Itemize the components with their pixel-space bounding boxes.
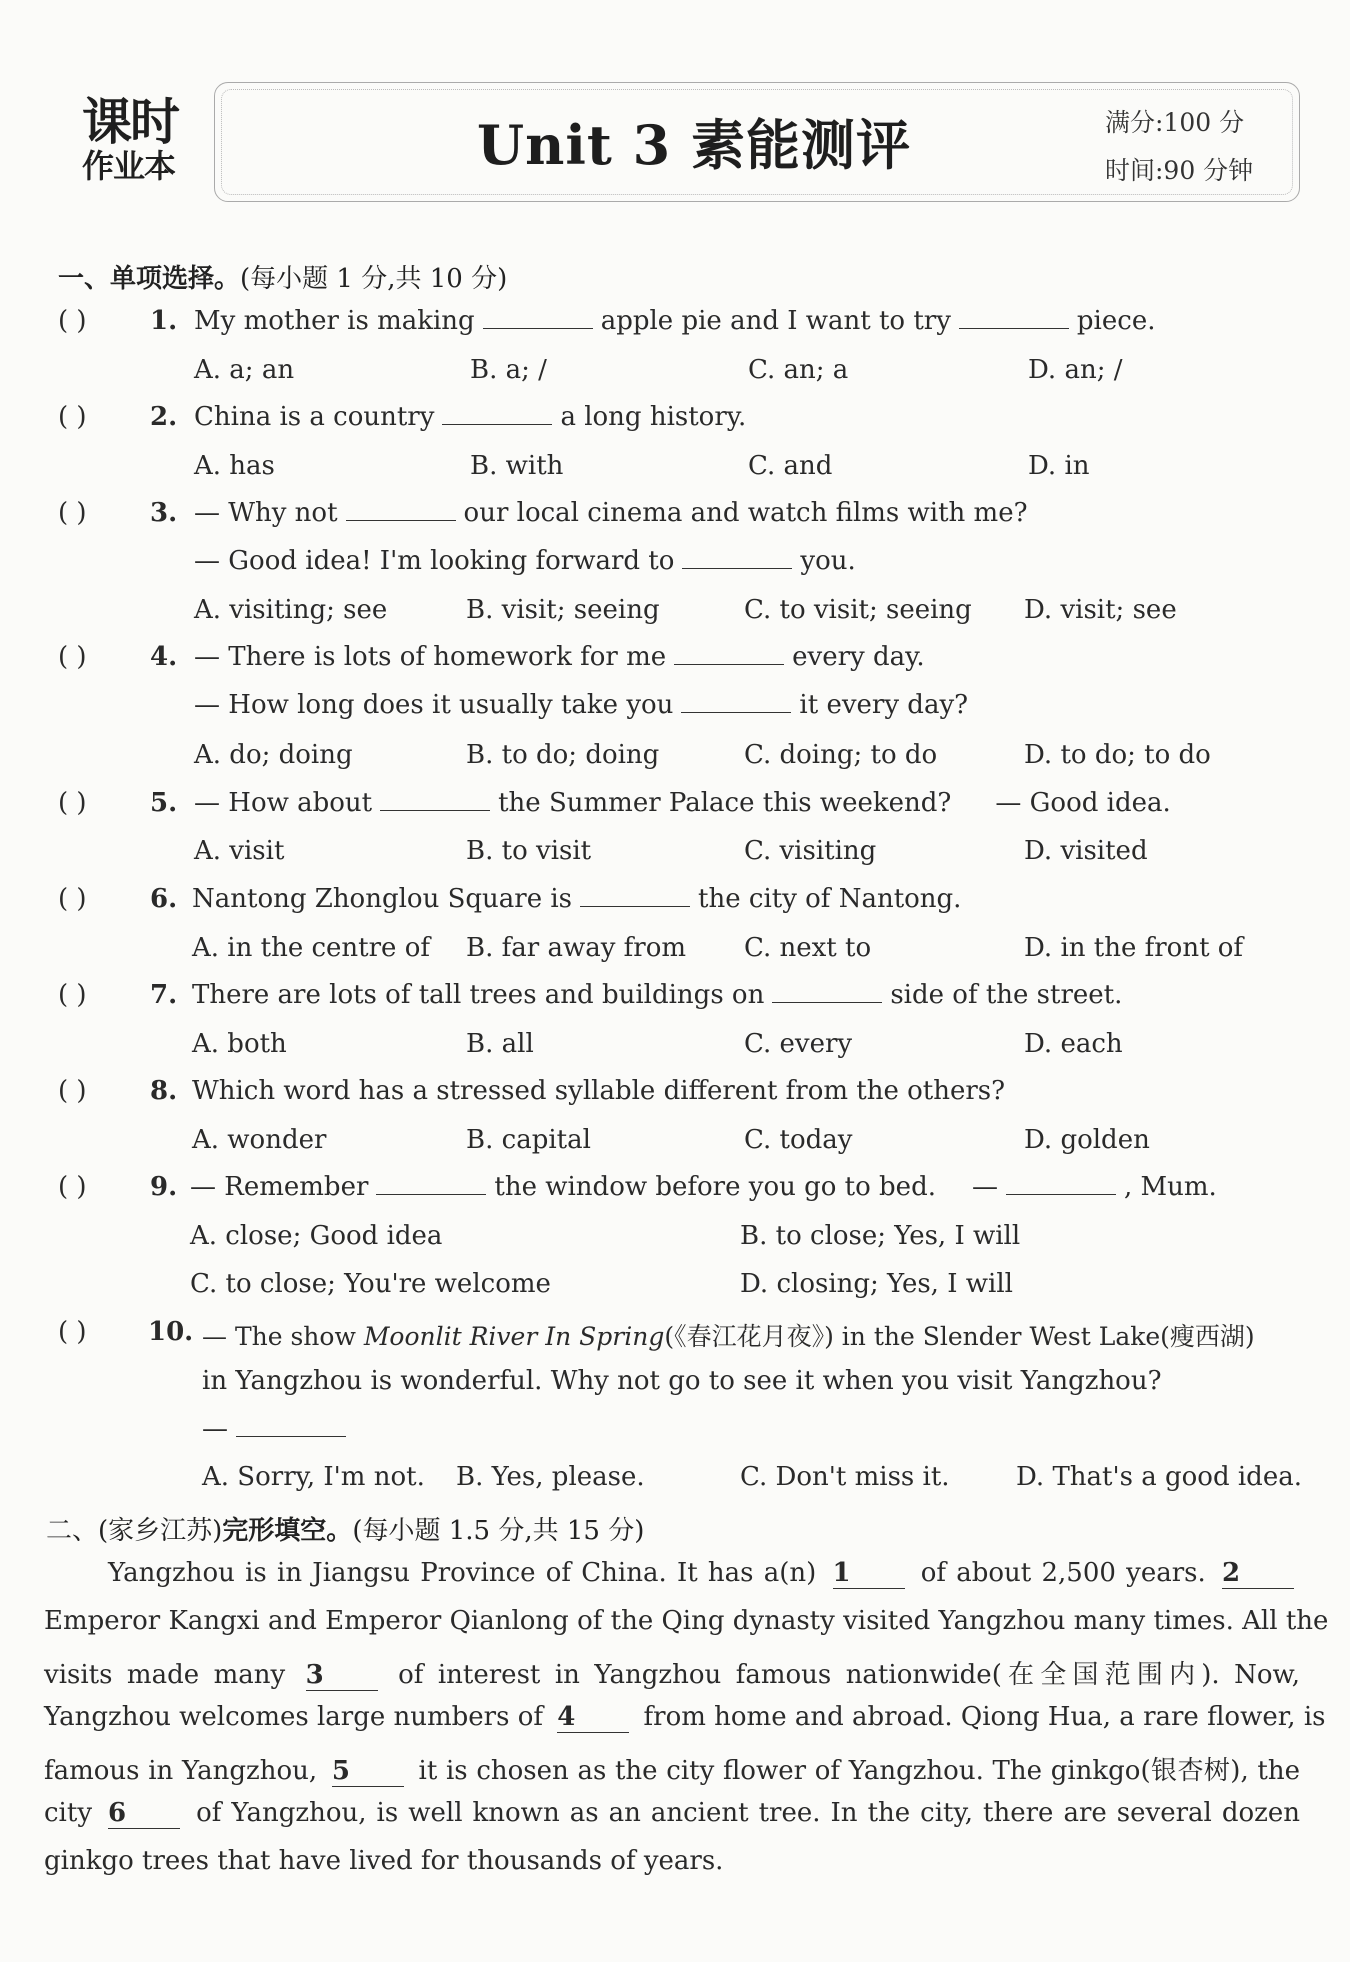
question-number: 6. — [150, 884, 178, 914]
question-stem-2: — Good idea! I'm looking forward to you. — [194, 546, 856, 576]
option-c[interactable]: C. today — [744, 1125, 853, 1155]
question-stem: There are lots of tall trees and buildings on side of the street. — [192, 980, 1123, 1010]
fill-blank[interactable] — [580, 884, 690, 907]
option-b[interactable]: B. far away from — [466, 933, 687, 963]
option-a[interactable]: A. has — [194, 451, 275, 481]
option-b[interactable]: B. to do; doing — [466, 740, 660, 770]
fill-blank[interactable] — [483, 306, 593, 329]
answer-paren[interactable]: ( ) — [58, 1317, 87, 1347]
fill-blank[interactable] — [959, 306, 1069, 329]
question-number: 2. — [150, 402, 178, 432]
option-d[interactable]: D. to do; to do — [1024, 740, 1211, 770]
question-number: 9. — [150, 1172, 178, 1202]
fill-blank[interactable] — [376, 1172, 486, 1195]
option-a[interactable]: A. do; doing — [194, 740, 353, 770]
fill-blank[interactable] — [681, 690, 791, 713]
question-number: 10. — [148, 1317, 194, 1347]
answer-paren[interactable]: ( ) — [58, 788, 87, 818]
passage-line: visits made many 3 of interest in Yangzhou famous nationwide(在全国范围内). Now, — [44, 1660, 1300, 1690]
answer-paren[interactable]: ( ) — [58, 306, 87, 336]
section2-tag: 二、(家乡江苏) — [46, 1516, 223, 1546]
question-number: 5. — [150, 788, 178, 818]
cloze-blank[interactable]: 4 — [557, 1702, 629, 1733]
answer-paren[interactable]: ( ) — [58, 884, 87, 914]
option-a[interactable]: A. wonder — [192, 1125, 327, 1155]
show-title: Moonlit River In Spring — [363, 1322, 665, 1351]
question-stem: — How about the Summer Palace this weekend? — Good idea. — [194, 788, 1171, 818]
cloze-blank[interactable]: 3 — [306, 1660, 378, 1691]
time-limit: 时间:90 分钟 — [1105, 156, 1254, 185]
question-stem-2: in Yangzhou is wonderful. Why not go to see it when you visit Yangzhou? — [202, 1366, 1162, 1396]
fill-blank[interactable] — [380, 788, 490, 811]
publisher-logo — [82, 93, 200, 196]
question-stem-2: — How long does it usually take you it every day? — [194, 690, 969, 720]
logo-line2: 作业本 — [82, 147, 176, 185]
option-c[interactable]: C. visiting — [744, 836, 877, 866]
option-d[interactable]: D. That's a good idea. — [1016, 1462, 1302, 1492]
page-title: Unit 3 素能测评 — [477, 113, 911, 177]
option-b[interactable]: B. Yes, please. — [456, 1462, 645, 1492]
option-c[interactable]: C. every — [744, 1029, 853, 1059]
question-number: 1. — [150, 306, 178, 336]
question-number: 7. — [150, 980, 178, 1010]
option-c[interactable]: C. next to — [744, 933, 872, 963]
passage-line: ginkgo trees that have lived for thousands of years. — [44, 1846, 724, 1876]
answer-paren[interactable]: ( ) — [58, 1172, 87, 1202]
option-d[interactable]: D. in the front of — [1024, 933, 1244, 963]
option-a[interactable]: A. a; an — [194, 355, 295, 385]
question-stem: — Why not our local cinema and watch films with me? — [194, 498, 1028, 528]
option-b[interactable]: B. capital — [466, 1125, 591, 1155]
option-a[interactable]: A. close; Good idea — [190, 1221, 443, 1251]
section1-note: (每小题 1 分,共 10 分) — [240, 264, 508, 294]
question-stem: — The show Moonlit River In Spring(《春江花月夜》) in the Slender West Lake(瘦西湖) — [202, 1322, 1255, 1351]
passage-line: city 6 of Yangzhou, is well known as an ancient tree. In the city, there are several dozen — [44, 1798, 1300, 1828]
answer-paren[interactable]: ( ) — [58, 402, 87, 432]
cloze-blank[interactable]: 5 — [332, 1756, 404, 1787]
cloze-blank[interactable]: 6 — [108, 1798, 180, 1829]
question-stem: China is a country a long history. — [194, 402, 747, 432]
option-c[interactable]: C. and — [748, 451, 833, 481]
option-b[interactable]: B. visit; seeing — [466, 595, 660, 625]
option-d[interactable]: D. closing; Yes, I will — [740, 1269, 1013, 1299]
section2-heading — [46, 1510, 644, 1547]
fill-blank[interactable] — [442, 402, 552, 425]
option-b[interactable]: B. to close; Yes, I will — [740, 1221, 1021, 1251]
section1-title: 一、单项选择。 — [58, 264, 241, 294]
option-b[interactable]: B. a; / — [470, 355, 547, 385]
section1-heading — [58, 258, 507, 295]
answer-line: — — [202, 1414, 354, 1444]
answer-paren[interactable]: ( ) — [58, 980, 87, 1010]
cloze-blank[interactable]: 2 — [1222, 1558, 1294, 1589]
option-b[interactable]: B. to visit — [466, 836, 592, 866]
option-c[interactable]: C. Don't miss it. — [740, 1462, 950, 1492]
question-number: 4. — [150, 642, 178, 672]
passage-line: Yangzhou is in Jiangsu Province of China. It has a(n) 1 of about 2,500 years. 2 — [108, 1558, 1300, 1589]
option-c[interactable]: C. an; a — [748, 355, 849, 385]
option-d[interactable]: D. visited — [1024, 836, 1148, 866]
answer-paren[interactable]: ( ) — [58, 1076, 87, 1106]
option-b[interactable]: B. all — [466, 1029, 534, 1059]
fill-blank[interactable] — [1006, 1172, 1116, 1195]
question-stem: Which word has a stressed syllable different from the others? — [192, 1076, 1006, 1106]
option-a[interactable]: A. visiting; see — [194, 595, 388, 625]
question-number: 8. — [150, 1076, 178, 1106]
option-a[interactable]: A. in the centre of — [192, 933, 430, 963]
full-marks: 满分:100 分 — [1105, 108, 1245, 137]
option-a[interactable]: A. visit — [194, 836, 285, 866]
option-d[interactable]: D. visit; see — [1024, 595, 1177, 625]
question-stem: Nantong Zhonglou Square is the city of Nantong. — [192, 884, 962, 914]
passage-line: famous in Yangzhou, 5 it is chosen as the city flower of Yangzhou. The ginkgo(银杏树), the — [44, 1756, 1300, 1786]
fill-blank[interactable] — [682, 546, 792, 569]
question-stem: My mother is making apple pie and I want to try piece. — [194, 306, 1156, 336]
passage-line: Yangzhou welcomes large numbers of 4 from home and abroad. Qiong Hua, a rare flower, is — [44, 1702, 1326, 1732]
fill-blank[interactable] — [346, 498, 456, 521]
option-d[interactable]: D. an; / — [1028, 355, 1123, 385]
option-a[interactable]: A. Sorry, I'm not. — [202, 1462, 425, 1492]
fill-blank[interactable] — [772, 980, 882, 1003]
option-d[interactable]: D. golden — [1024, 1125, 1150, 1155]
title-box — [214, 82, 1300, 202]
passage-line: Emperor Kangxi and Emperor Qianlong of the Qing dynasty visited Yangzhou many times. All the — [44, 1606, 1329, 1636]
option-b[interactable]: B. with — [470, 451, 564, 481]
fill-blank[interactable] — [236, 1414, 346, 1437]
fill-blank[interactable] — [674, 642, 784, 665]
section2-title: 完形填空。 — [222, 1516, 353, 1546]
cloze-blank[interactable]: 1 — [833, 1558, 905, 1589]
option-c[interactable]: C. to close; You're welcome — [190, 1269, 551, 1299]
option-c[interactable]: C. to visit; seeing — [744, 595, 972, 625]
question-stem: — There is lots of homework for me every day. — [194, 642, 925, 672]
question-number: 3. — [150, 498, 178, 528]
option-d[interactable]: D. in — [1028, 451, 1090, 481]
option-a[interactable]: A. both — [192, 1029, 287, 1059]
option-c[interactable]: C. doing; to do — [744, 740, 938, 770]
answer-paren[interactable]: ( ) — [58, 498, 87, 528]
answer-paren[interactable]: ( ) — [58, 642, 87, 672]
option-d[interactable]: D. each — [1024, 1029, 1123, 1059]
logo-line1: 课时 — [82, 93, 178, 151]
question-stem: — Remember the window before you go to bed. — , Mum. — [190, 1172, 1217, 1202]
section2-note: (每小题 1.5 分,共 15 分) — [352, 1516, 645, 1546]
